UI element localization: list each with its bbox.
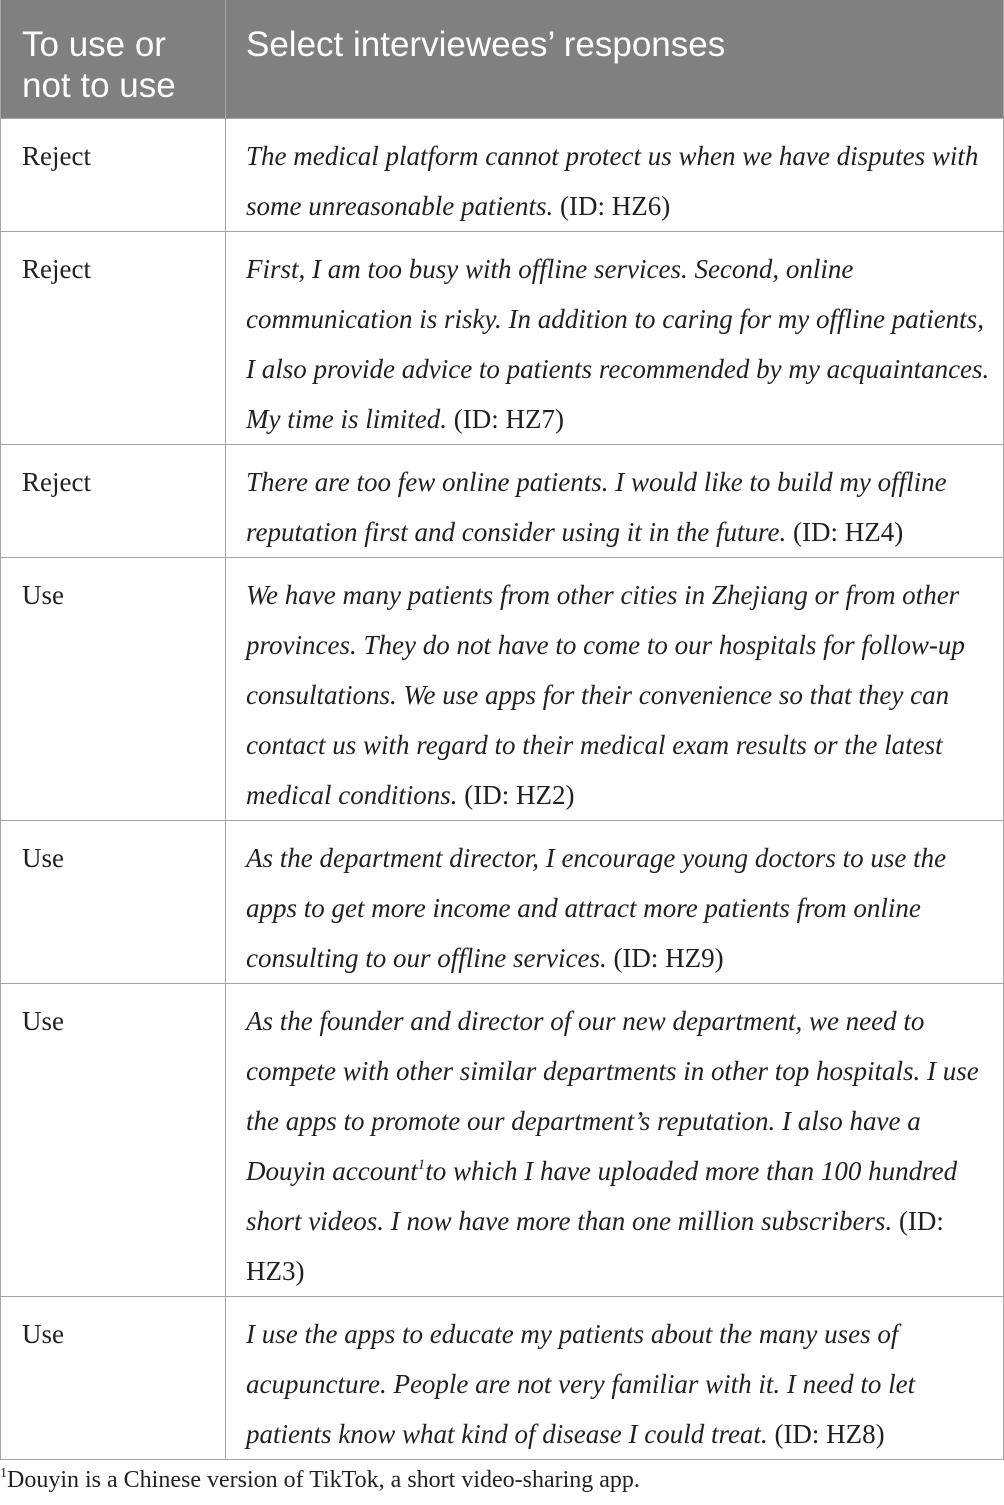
response-cell — [226, 983, 1004, 1296]
decision-cell: Use — [1, 1296, 226, 1459]
response-quote: The medical platform cannot protect us when we have disputes with some unreasonable patients. — [246, 140, 979, 221]
table-row — [1, 118, 1004, 231]
decision-cell: Reject — [1, 231, 226, 444]
response-quote-part: As the founder and director of our new department, we need to compete with other similar departments in other top hospitals. I use the apps to promote our department’s reputation. I also have a Douyin account — [246, 1005, 979, 1186]
interviewee-id: (ID: HZ4) — [793, 516, 904, 547]
table-header-row — [1, 0, 1004, 118]
response-quote: First, I am too busy with offline services. Second, online communication is risky. In addition to caring for my offline patients, I also provide advice to patients recommended by my acquaintances. My time is limited. — [246, 253, 990, 434]
header-decision: To use or not to use — [1, 0, 226, 118]
interviewee-id: (ID: HZ9) — [613, 942, 724, 973]
decision-cell: Use — [1, 983, 226, 1296]
response-cell — [226, 444, 1004, 557]
interviewee-id: (ID: HZ6) — [559, 190, 671, 221]
response-quote: We have many patients from other cities in Zhejiang or from other provinces. They do not have to come to our hospitals for follow-up consultations. We use apps for their convenience so that they can contact us with regard to their medical exam results or the latest medical conditions. — [246, 579, 965, 810]
response-cell — [226, 118, 1004, 231]
response-quote: There are too few online patients. I would like to build my offline reputation first and consider using it in the future. — [246, 466, 947, 547]
interviewee-id: (ID: HZ2) — [464, 779, 575, 810]
table-row — [1, 1296, 1004, 1459]
table-row — [1, 983, 1004, 1296]
decision-cell: Use — [1, 557, 226, 820]
response-quote: I use the apps to educate my patients about the many uses of acupuncture. People are not very familiar with it. I need to let patients know what kind of disease I could treat. — [246, 1318, 916, 1449]
table-row — [1, 557, 1004, 820]
table-row — [1, 820, 1004, 983]
decision-cell: Reject — [1, 444, 226, 557]
decision-cell: Reject — [1, 118, 226, 231]
interviewee-id: (ID: HZ3) — [246, 1205, 944, 1286]
response-quote — [246, 1006, 979, 1236]
response-cell — [226, 557, 1004, 820]
decision-cell: Use — [1, 820, 226, 983]
footnote-text: Douyin is a Chinese version of TikTok, a short video-sharing app. — [7, 1467, 640, 1493]
footnote-marker: 1 — [417, 1156, 426, 1173]
response-quote-part: to which I have uploaded more than 100 hundred short videos. I now have more than one million subscribers. — [246, 1155, 958, 1236]
table-row — [1, 444, 1004, 557]
response-cell — [226, 820, 1004, 983]
interviewee-id: (ID: HZ8) — [774, 1418, 885, 1449]
footnote-number: 1 — [0, 1466, 7, 1481]
response-quote: As the department director, I encourage young doctors to use the apps to get more income and attract more patients from online consulting to our offline services. — [246, 842, 947, 973]
table-footnote — [0, 1463, 640, 1497]
response-cell — [226, 1296, 1004, 1459]
header-responses: Select interviewees’ responses — [226, 0, 1004, 118]
response-cell — [226, 231, 1004, 444]
interviewee-id: (ID: HZ7) — [453, 403, 564, 434]
table-row — [1, 231, 1004, 444]
